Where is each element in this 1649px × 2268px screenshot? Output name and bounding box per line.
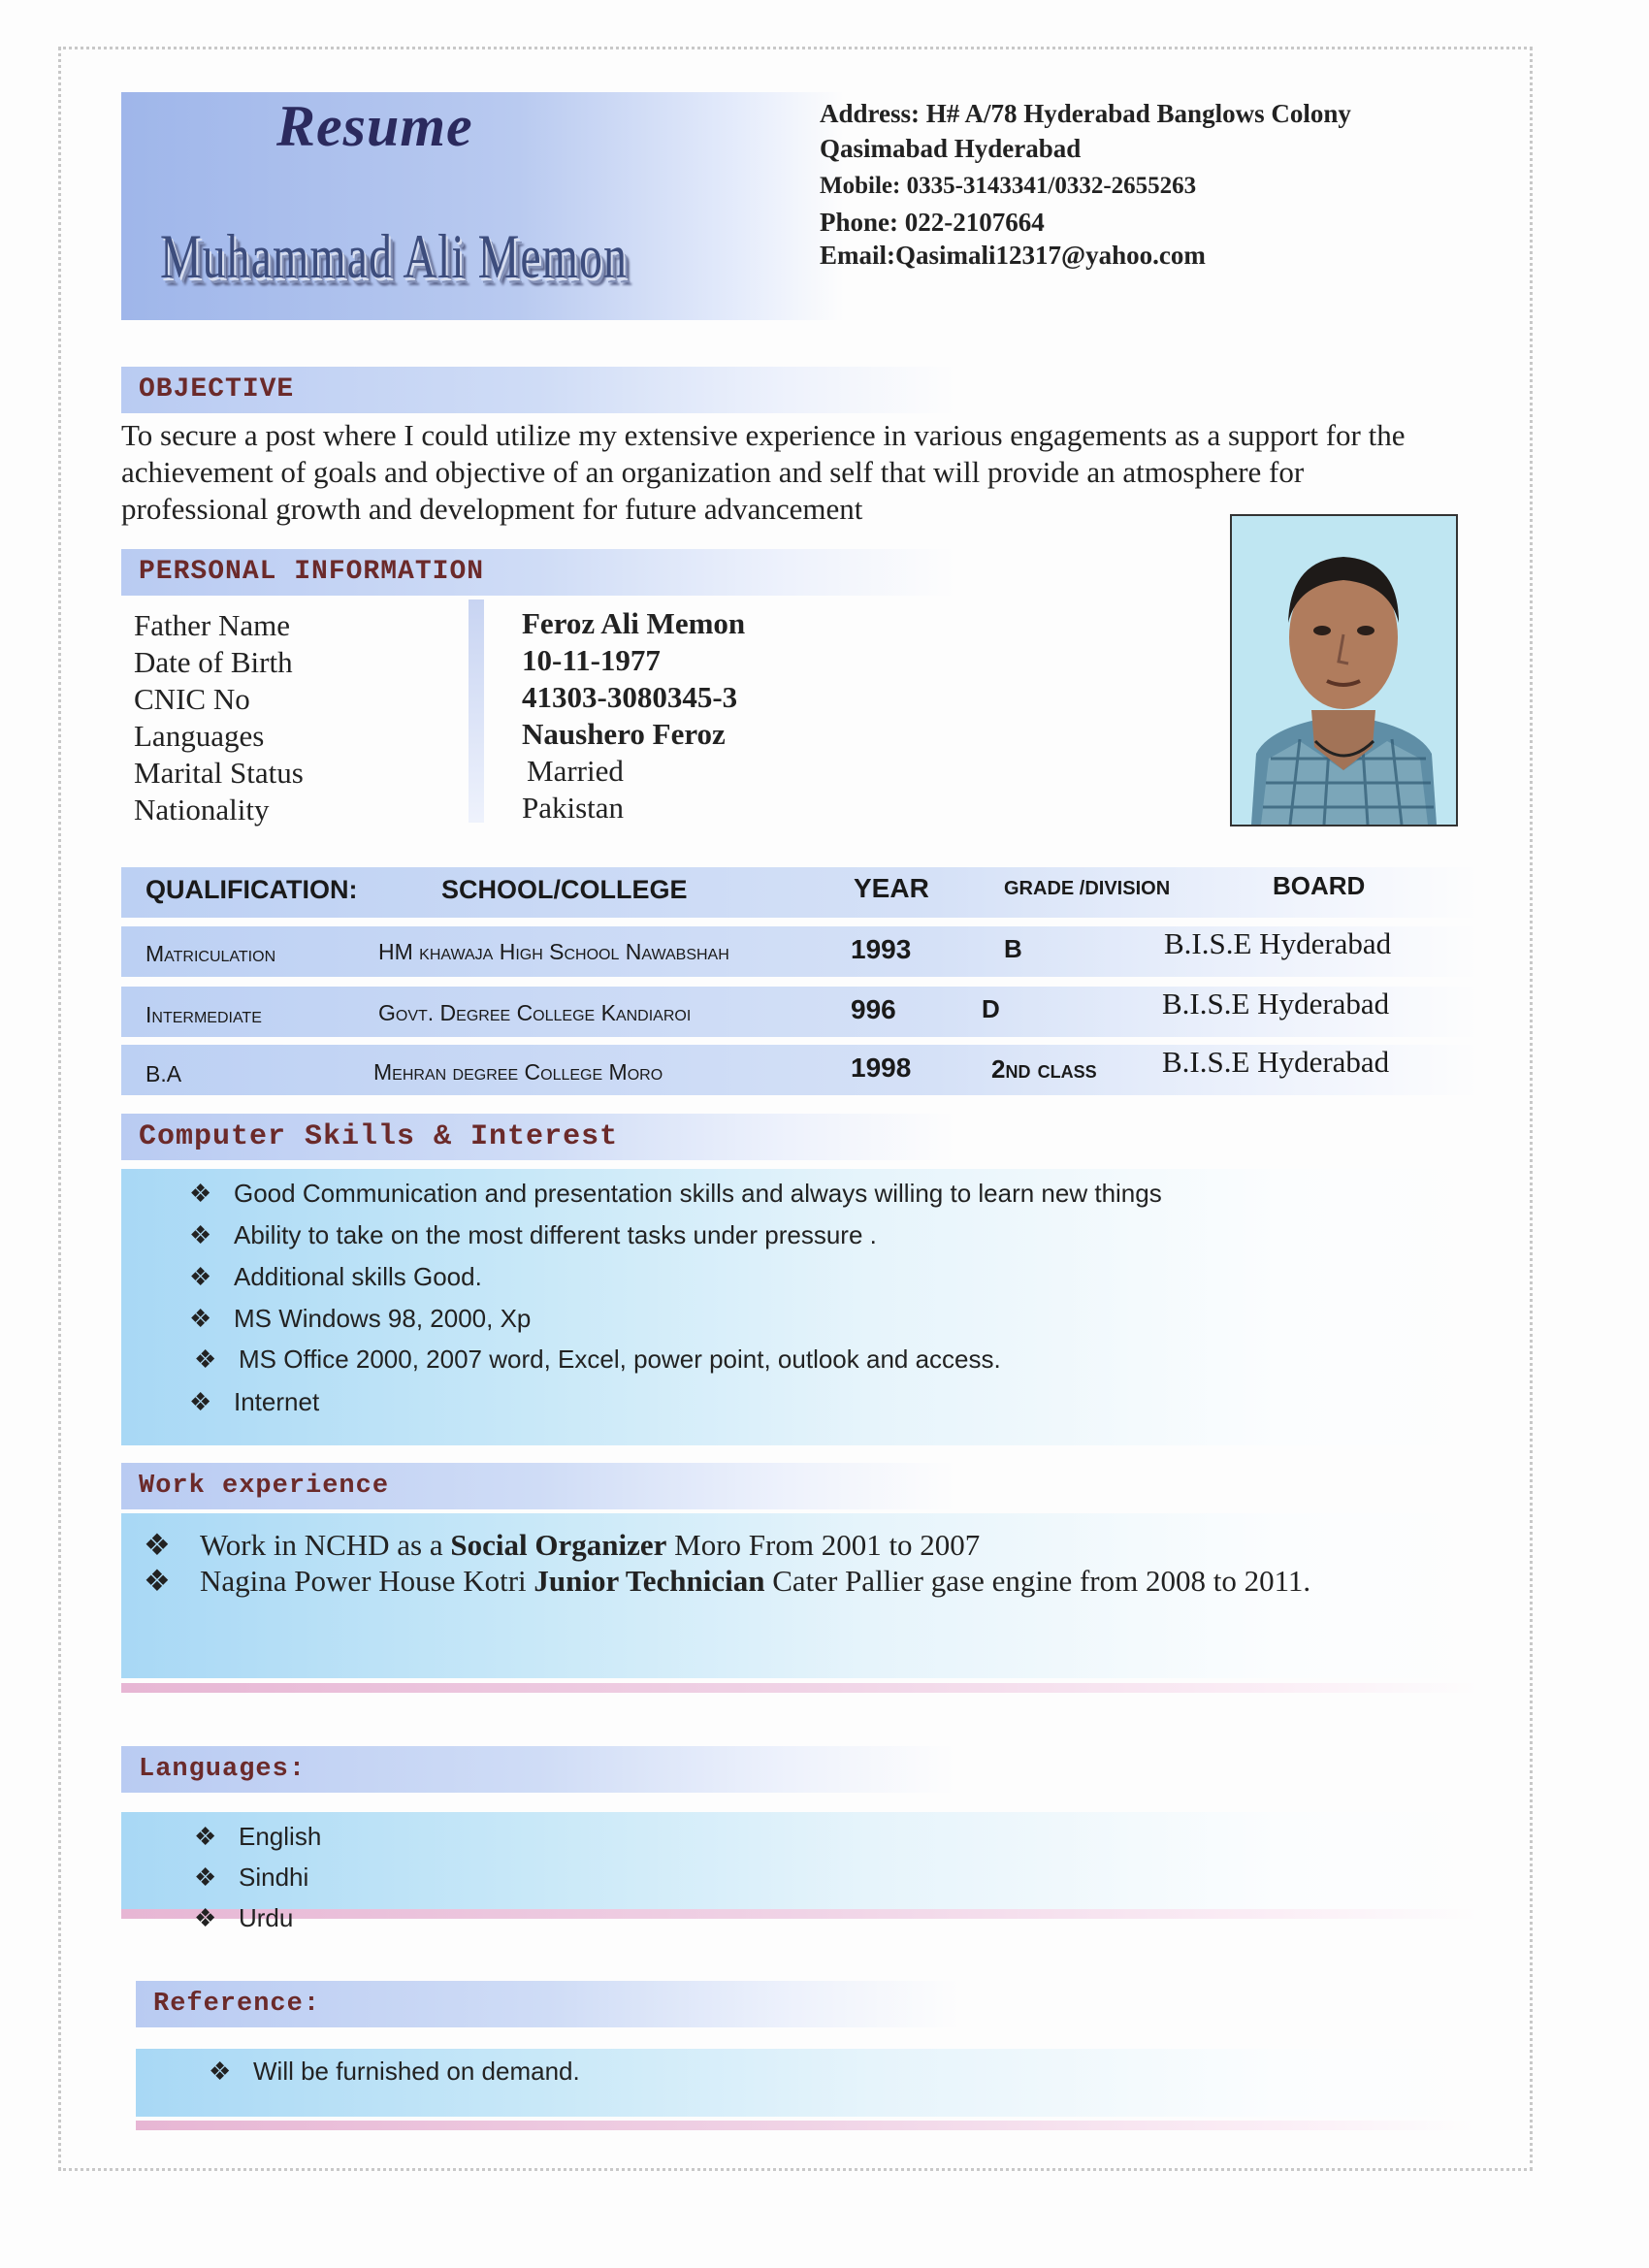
bullet-icon: ❖ — [209, 2057, 232, 2086]
objective-header-bar — [121, 367, 955, 413]
marital-status-label: Marital Status — [134, 756, 304, 790]
matric-school: HM khawaja High School Nawabshah — [378, 939, 729, 964]
languages-heading: Languages: — [139, 1755, 307, 1784]
work-role: Social Organizer — [450, 1528, 667, 1562]
bullet-icon: ❖ — [189, 1179, 212, 1208]
reference-divider-strip — [136, 2121, 1474, 2130]
ba-year: 1998 — [851, 1053, 912, 1083]
ba-board: B.I.S.E Hyderabad — [1162, 1045, 1390, 1079]
profile-photo — [1230, 514, 1458, 826]
cnic-label: CNIC No — [134, 682, 250, 716]
email-address: Email:Qasimali12317@yahoo.com — [820, 241, 1206, 270]
matric-board: B.I.S.E Hyderabad — [1164, 926, 1392, 960]
intermediate-year: 996 — [851, 994, 896, 1024]
matric-level: Matriculation — [146, 941, 276, 966]
bullet-icon: ❖ — [189, 1304, 212, 1333]
intermediate-school: Govt. Degree College Kandiaroi — [378, 1000, 692, 1025]
portrait-image — [1232, 516, 1456, 825]
bullet-icon: ❖ — [194, 1822, 217, 1851]
bullet-icon: ❖ — [194, 1345, 217, 1374]
skills-header-bar — [121, 1114, 955, 1160]
work-item: ❖ Work in NCHD as a Social Organizer Moro From 2001 to 2007 — [144, 1528, 981, 1562]
father-name-value: Feroz Ali Memon — [522, 606, 746, 640]
skill-item: ❖ MS Windows 98, 2000, Xp — [189, 1304, 532, 1333]
language-item: ❖ Urdu — [194, 1903, 294, 1932]
dob-label: Date of Birth — [134, 645, 293, 679]
objective-heading: OBJECTIVE — [139, 374, 295, 405]
phone-number: Phone: 022-2107664 — [820, 208, 1045, 237]
board-col-header: BOARD — [1273, 871, 1366, 900]
address-line-1: Address: H# A/78 Hyderabad Banglows Colony — [820, 99, 1351, 128]
candidate-name: Muhammad Ali Memon — [160, 222, 628, 292]
dob-value: 10-11-1977 — [522, 643, 661, 677]
bullet-icon: ❖ — [189, 1220, 212, 1249]
address-line-2: Qasimabad Hyderabad — [820, 134, 1082, 163]
cnic-value: 41303-3080345-3 — [522, 680, 738, 714]
skill-item: ❖ Ability to take on the most different tasks under pressure . — [189, 1220, 877, 1249]
year-col-header: YEAR — [854, 873, 929, 903]
languages-label: Languages — [134, 719, 265, 753]
nationality-label: Nationality — [134, 793, 270, 826]
bullet-icon: ❖ — [189, 1262, 212, 1291]
ba-grade: 2nd class — [991, 1054, 1097, 1084]
intermediate-grade: D — [982, 994, 1000, 1023]
father-name-label: Father Name — [134, 608, 290, 642]
bullet-icon: ❖ — [194, 1863, 217, 1892]
grade-col-header: GRADE /DIVISION — [1004, 878, 1171, 899]
work-item: ❖ Nagina Power House Kotri Junior Technician Cater Pallier gase engine from 2008 to 2011. — [144, 1564, 1311, 1598]
mobile-number: Mobile: 0335-3143341/0332-2655263 — [820, 173, 1197, 199]
reference-heading: Reference: — [153, 1990, 321, 2019]
bullet-icon: ❖ — [189, 1387, 212, 1416]
language-item: ❖ Sindhi — [194, 1863, 309, 1892]
work-role: Junior Technician — [534, 1564, 765, 1598]
skill-item: ❖ Additional skills Good. — [189, 1262, 482, 1291]
ba-school: Mehran degree College Moro — [373, 1059, 663, 1085]
languages-list-background — [121, 1812, 1479, 1919]
matric-year: 1993 — [851, 934, 912, 964]
personal-info-heading: PERSONAL INFORMATION — [139, 557, 485, 587]
work-divider-strip — [121, 1683, 1479, 1693]
languages-value: Naushero Feroz — [522, 717, 726, 751]
bullet-icon: ❖ — [144, 1528, 171, 1562]
personal-info-divider — [469, 599, 484, 823]
school-col-header: SCHOOL/COLLEGE — [441, 875, 688, 904]
ba-level: B.A — [146, 1061, 182, 1086]
work-header-bar — [121, 1463, 955, 1509]
skill-item: ❖ Good Communication and presentation skills and always willing to learn new things — [189, 1179, 1162, 1208]
bullet-icon: ❖ — [144, 1564, 171, 1598]
reference-header-bar — [136, 1981, 960, 2027]
intermediate-board: B.I.S.E Hyderabad — [1162, 987, 1390, 1021]
languages-header-bar — [121, 1746, 955, 1793]
matric-grade: B — [1004, 934, 1022, 963]
skill-item: ❖ Internet — [189, 1387, 320, 1416]
skill-item: ❖ MS Office 2000, 2007 word, Excel, power point, outlook and access. — [194, 1345, 1001, 1374]
objective-text: To secure a post where I could utilize my extensive experience in various engagements as a support for the achievement of goals and objective of an organization and self that will provide an atmosphere for professional growth and development for future advancement — [121, 418, 1406, 526]
marital-status-value: Married — [527, 754, 624, 788]
skills-heading: Computer Skills & Interest — [139, 1120, 619, 1153]
nationality-value: Pakistan — [522, 791, 625, 825]
language-item: ❖ English — [194, 1822, 322, 1851]
bullet-icon: ❖ — [194, 1903, 217, 1932]
intermediate-level: Intermediate — [146, 1002, 262, 1027]
resume-title: Resume — [276, 94, 473, 158]
languages-divider-strip — [121, 1909, 1479, 1919]
work-heading: Work experience — [139, 1472, 390, 1501]
personal-info-header-bar — [121, 549, 955, 596]
reference-item: ❖ Will be furnished on demand. — [209, 2057, 580, 2086]
qualification-col-header: QUALIFICATION: — [146, 875, 358, 904]
